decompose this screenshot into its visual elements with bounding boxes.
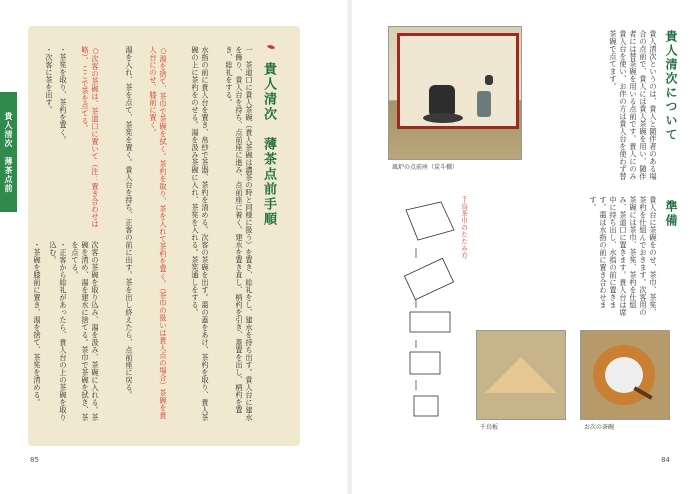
tea-room-photo: [388, 26, 522, 160]
section-title: 貴人清次 薄茶点前手順: [261, 62, 276, 227]
chidori-caption: 千鳥板: [480, 424, 499, 431]
text-column-2: 水指の前に貴人台を置き、帛紗で茶器、茶杓を清める。次客の茶碗を出す。棗の蓋をあけ、茶杓を取り、貴人茶碗の上に茶杓をのせる。湯を汲み茶碗に入れ、茶筅を入れる。茶筅通しをする。: [191, 46, 210, 421]
page-title: 貴人清次について: [664, 30, 678, 142]
leaf-bullet-icon: [267, 43, 275, 51]
page-number-left: 85: [30, 456, 39, 464]
prep-text: 貴人台に茶碗をのせ、茶巾、茶筅、茶杓を仕組んでおきます。次客用の茶碗には茶巾、茶筅、茶杓を仕組み、茶道口に置きます。貴人台は席中に持ち出し、水指の前に置きます。棗は水指の前に置き合わせます。: [589, 196, 658, 316]
text-column-10: ・茶碗を膝前に置き、湯を捨て、茶筅を清める。: [33, 241, 42, 406]
text-column-7: ・茶筅を取り、茶杓を置く。: [59, 46, 68, 144]
prep-heading: 準備: [664, 200, 678, 228]
left-page: [0, 0, 348, 494]
fold-step-5: [414, 396, 438, 416]
text-column-6: 次客の茶碗を取り込み、湯を汲み、茶碗に入れる。茶碗を清め、湯を建水に捨てる。茶巾で茶碗を拭き、茶を点てる。: [71, 241, 100, 421]
text-column-3: ○湯を捨て、茶巾で茶碗を拭く。茶杓を取り、茶を入れて茶杓を置く。（茶巾の扱いは貴人点の場合）茶碗を貴人台にのせ、膝前に置く。: [149, 46, 168, 420]
kama-kettle: [429, 85, 455, 115]
chapter-tab: 貴人清次 薄茶点前: [0, 92, 17, 212]
furo-brazier: [423, 113, 463, 123]
mizusashi-jar: [477, 91, 491, 117]
photo-caption: 風炉の点前座（炭斗棚）: [392, 164, 459, 171]
fold-step-1: [406, 202, 454, 240]
right-page: [352, 0, 700, 494]
natsume-caddy: [485, 75, 493, 85]
fold-heading: 千鳥茶巾のたたみ方: [460, 196, 468, 259]
fold-step-2: [404, 258, 453, 299]
text-column-1: 一 茶道口に貴人茶碗（貴人茶碗は濃茶の時と同様に扱う）を置き、総礼をし、建水を持ち出す。貴人台に建水を飾り、貴人台を持ち、点前座に進み、点前座に着く。建水を置き直し、柄杓を引き、蓋置を出し、柄杓を置き、総礼をする。: [225, 46, 254, 421]
text-column-4: 湯を入れ、茶を点て、茶筅を置く。貴人台を持ち、正客の前に出す。茶を出し終えたら、点前座に戻る。: [125, 46, 134, 399]
text-column-5: ○次客の茶碗は、茶道口に置いて（注：置き合わせは略）、ここで茶を点てる。: [81, 46, 100, 228]
fold-step-3: [410, 312, 450, 332]
text-column-8: ・次客に茶を出す。: [45, 46, 54, 114]
page-number-right: 84: [661, 456, 670, 464]
fold-step-4: [410, 352, 440, 374]
chakin-fold-diagram: [396, 200, 466, 440]
bowl-caption: お次の茶碗: [584, 424, 615, 431]
chidori-triangle: [485, 357, 557, 393]
text-column-9: ・正客から総礼があったら、貴人台の上の茶碗を取り込む。: [49, 241, 68, 421]
chidori-board-photo: [476, 330, 566, 420]
intro-text: 貴人清次というのは、貴人と随伴者のある場合の点前で、貴人には貴人茶碗を用い、随伴者には替茶碗を用いる点前です。貴人にのみ貴人台を使い、お伴の方は貴人台を使わず替茶碗で点てます。: [609, 30, 658, 180]
procedure-panel: [28, 26, 300, 446]
bowl-photo: [580, 330, 670, 420]
